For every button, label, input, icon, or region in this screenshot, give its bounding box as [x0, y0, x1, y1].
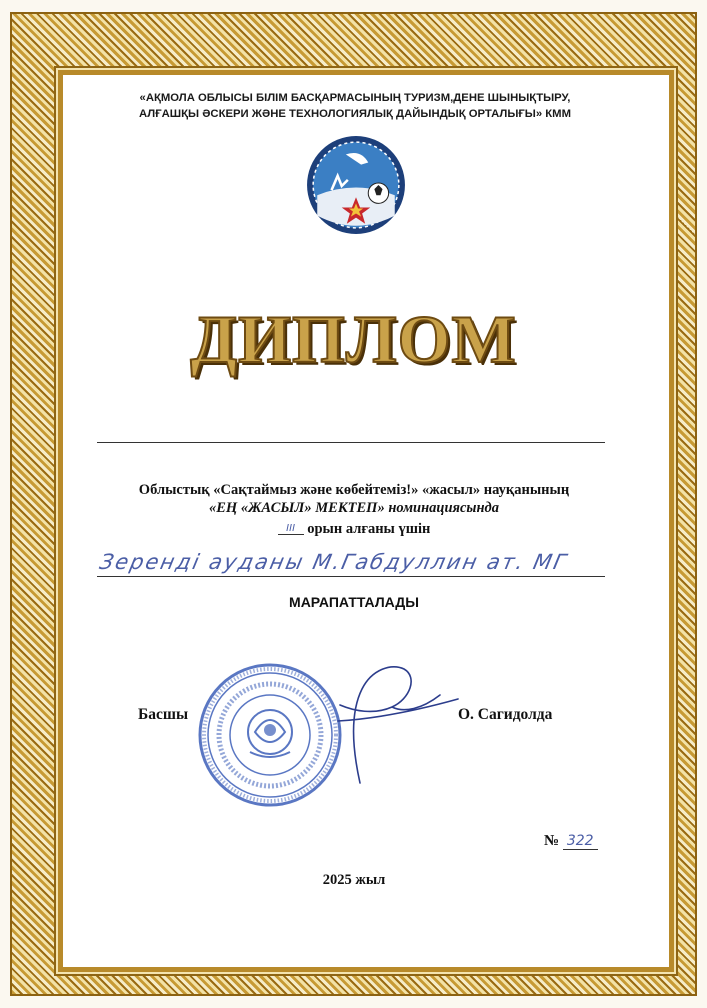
number-label: № [544, 833, 560, 849]
number-value: 322 [563, 833, 598, 850]
place-text: орын алғаны үшін [307, 521, 431, 537]
org-line-2: АЛҒАШҚЫ ӘСКЕРИ ЖӘНЕ ТЕХНОЛОГИЯЛЫҚ ДАЙЫНДЫҚ ОРТАЛЫҒЫ» КММ [138, 108, 571, 120]
signatory-name: О. Сагидолда [458, 706, 553, 723]
award-heading: МАРАПАТТАЛАДЫ [289, 594, 419, 610]
signatory-title: Басшы [138, 706, 189, 723]
place-value: III [278, 523, 304, 535]
center-emblem-icon [305, 134, 407, 236]
handwritten-signature-icon [300, 655, 460, 795]
org-line-1: «АҚМОЛА ОБЛЫСЫ БІЛІМ БАСҚАРМАСЫНЫҢ ТУРИЗМ,ДЕНЕ ШЫНЫҚТЫРУ, [139, 92, 571, 104]
place-line [54, 521, 654, 538]
campaign-line: Облыстық «Сақтаймыз және көбейтеміз!» «жасыл» науқанының [138, 482, 570, 498]
recipient-rule [97, 576, 605, 577]
handwritten-recipient: Зеренді ауданы М.Габдуллин ат. МГ [97, 550, 571, 574]
nomination-line: «ЕҢ «ЖАСЫЛ» МЕКТЕП» номинациясында [209, 500, 499, 516]
top-rule [97, 442, 605, 443]
diploma-title: ДИПЛОМ [190, 301, 517, 377]
issue-year: 2025 жыл [322, 872, 386, 888]
organization-header [70, 90, 640, 122]
diploma-number [544, 833, 598, 850]
